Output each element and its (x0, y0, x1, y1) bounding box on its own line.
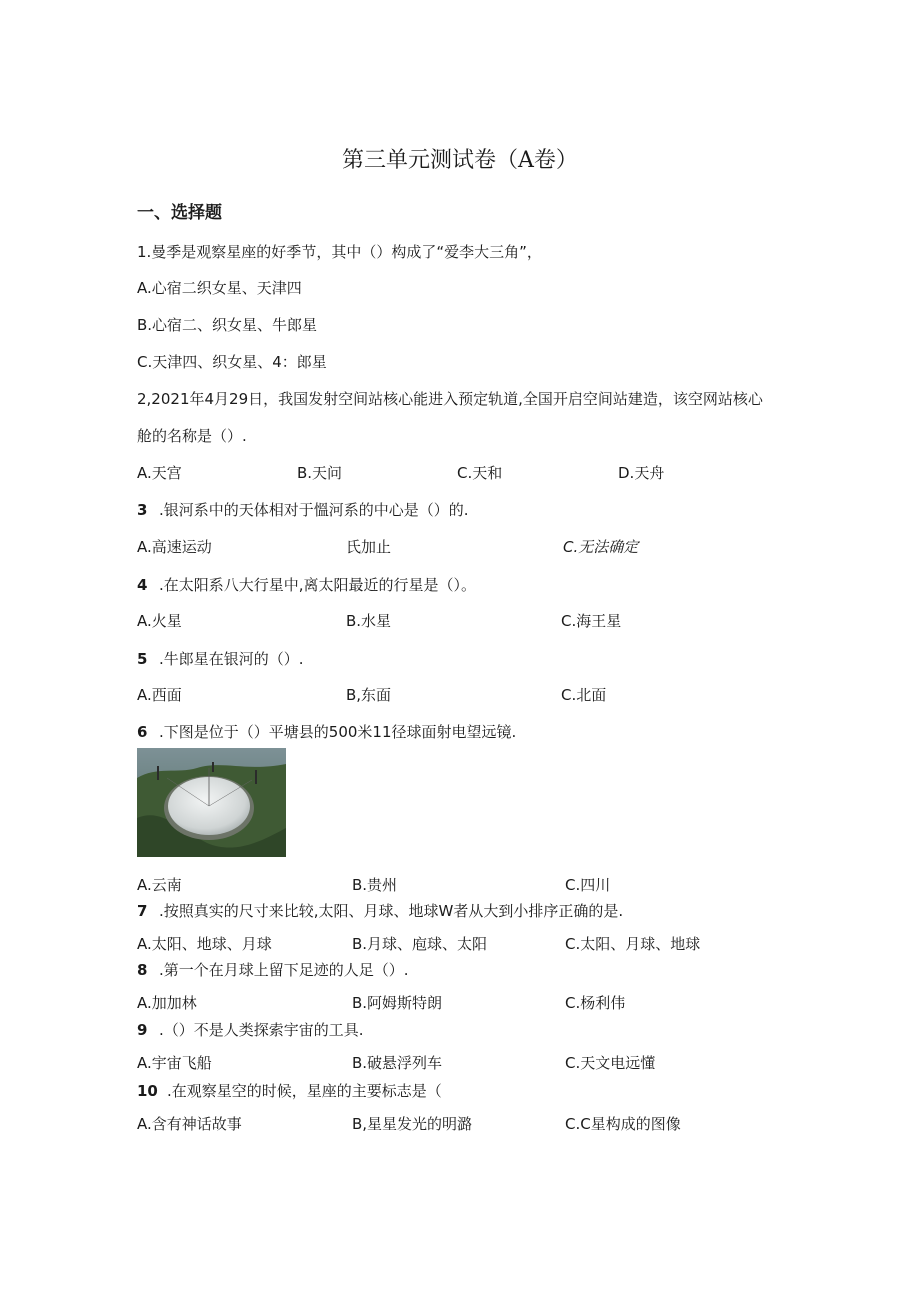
question-4-number: 4 (137, 576, 148, 594)
question-6-option-c: C.四川 (565, 876, 611, 894)
question-9-number: 9 (137, 1021, 148, 1039)
question-6-number: 6 (137, 723, 148, 741)
question-10-option-b: B,星星发光的明潞 (352, 1115, 473, 1133)
question-6-option-b: B.贵州 (352, 876, 398, 894)
question-7-stem: .按照真实的尺寸来比较,太阳、月球、地球W者从大到小排序正确的是. (159, 902, 624, 920)
question-4-option-c: C.海王星 (561, 612, 622, 630)
question-9-option-b: B.破悬浮列车 (352, 1054, 443, 1072)
question-6-option-a: A.云南 (137, 876, 182, 894)
question-2-option-b: B.天问 (297, 464, 343, 482)
question-8-option-c: C.杨利伟 (565, 994, 626, 1012)
question-9-stem: .（）不是人类探索宇宙的工具. (159, 1021, 364, 1039)
question-8-option-b: B.阿姆斯特朗 (352, 994, 443, 1012)
question-5-number: 5 (137, 650, 148, 668)
question-1-stem: 1.曼季是观察星座的好季节，其中（）构成了“爱李大三角”， (137, 243, 542, 261)
question-3-option-b: 氏加止 (346, 538, 392, 556)
question-3-option-c: C.无法确定 (563, 538, 639, 556)
radio-telescope-photo (137, 748, 286, 857)
question-10-stem: .在观察星空的时候，星座的主要标志是（ (167, 1082, 442, 1100)
section-heading: 一、选择题 (137, 203, 222, 223)
question-4-option-b: B.水星 (346, 612, 392, 630)
question-8-number: 8 (137, 961, 148, 979)
question-3-option-a: A.高速运动 (137, 538, 212, 556)
question-2-option-c: C.天和 (457, 464, 503, 482)
question-8-stem: .第一个在月球上留下足迹的人足（）. (159, 961, 409, 979)
question-7-option-b: B.月球、庖球、太阳 (352, 935, 488, 953)
question-2-option-a: A.天宫 (137, 464, 182, 482)
question-5-option-a: A.西面 (137, 686, 182, 704)
question-5-option-b: B,东面 (346, 686, 392, 704)
question-7-option-c: C.太阳、月球、地球 (565, 935, 701, 953)
question-3-number: 3 (137, 501, 148, 519)
question-1-option-c: C.天津四、织女星、4：郎星 (137, 353, 327, 371)
question-6-stem: .下图是位于（）平塘县的500米11径球面射电望远镜. (159, 723, 517, 741)
question-1-option-a: A.心宿二织女星、天津四 (137, 279, 302, 297)
question-10-number: 10 (137, 1082, 158, 1100)
question-10-option-c: C.C星构成的图像 (565, 1115, 681, 1133)
question-4-stem: .在太阳系八大行星中,离太阳最近的行星是（）。 (159, 576, 477, 594)
question-2-option-d: D.天舟 (618, 464, 665, 482)
question-5-stem: .牛郎星在银河的（）. (159, 650, 304, 668)
question-1-option-b: B.心宿二、织女星、牛郎星 (137, 316, 318, 334)
question-8-option-a: A.加加林 (137, 994, 197, 1012)
question-10-option-a: A.含有神话故事 (137, 1115, 242, 1133)
question-2-stem-line2: 舱的名称是（）. (137, 427, 247, 445)
question-9-option-a: A.宇宙飞船 (137, 1054, 212, 1072)
question-7-number: 7 (137, 902, 148, 920)
question-5-option-c: C.北面 (561, 686, 607, 704)
question-9-option-c: C.天文电远懂 (565, 1054, 656, 1072)
question-2-stem-line1: 2,2021年4月29日，我国发射空间站核心能进入预定轨道,全国开启空间站建造，该空网站核心 (137, 390, 763, 408)
page-title: 第三单元测试卷（A卷） (342, 148, 578, 173)
question-7-option-a: A.太阳、地球、月球 (137, 935, 272, 953)
question-4-option-a: A.火星 (137, 612, 182, 630)
question-3-stem: .银河系中的天体相对于慍河系的中心是（）的. (159, 501, 469, 519)
